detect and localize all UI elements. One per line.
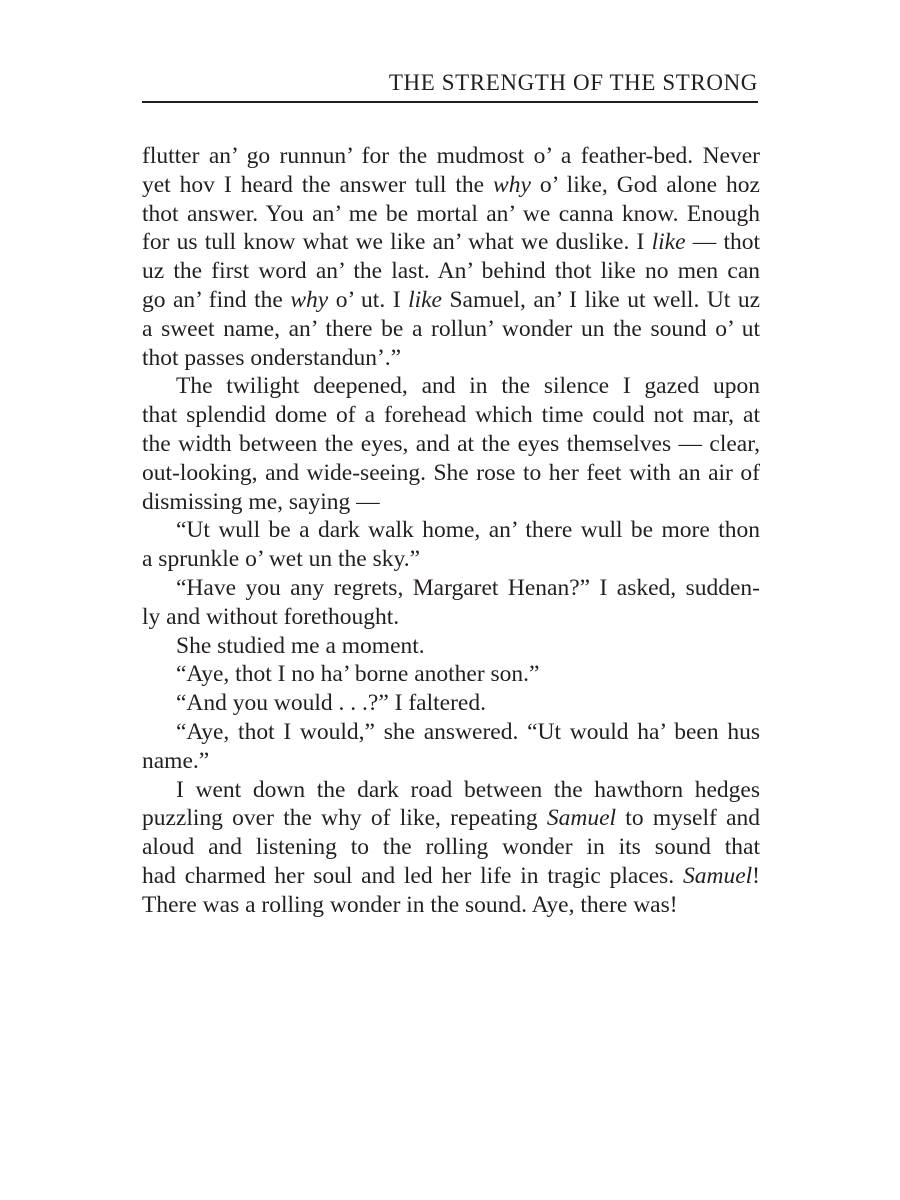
header-rule: [142, 101, 758, 103]
text-segment: name.”: [142, 747, 210, 774]
text-line: [142, 372, 760, 401]
running-header: THE STRENGTH OF THE STRONG: [388, 70, 758, 95]
text-line: [142, 171, 760, 200]
text-line: [142, 747, 760, 776]
text-line: [142, 776, 760, 805]
text-line: [142, 891, 760, 920]
text-line: [142, 603, 760, 632]
text-line: [142, 257, 760, 286]
italic-text: Samuel: [682, 862, 753, 889]
italic-text: Samuel: [546, 805, 617, 832]
text-segment: a sprunkle o’ wet un the sky.”: [142, 546, 421, 573]
text-segment: go an’ find the: [142, 286, 291, 313]
text-segment: aloud and listening to the rolling wonder in its sound that: [142, 834, 760, 861]
text-line: [142, 344, 760, 373]
text-segment: There was a rolling wonder in the sound. Aye, there was!: [142, 891, 678, 918]
text-segment: that splendid dome of a forehead which time could not mar, at: [142, 402, 760, 429]
text-segment: to myself and: [616, 805, 760, 832]
text-line: [142, 804, 760, 833]
text-segment: !: [752, 862, 760, 889]
text-line: [142, 228, 760, 257]
body-text: [142, 142, 760, 920]
text-line: [142, 315, 760, 344]
text-segment: She studied me a moment.: [176, 632, 425, 659]
text-segment: flutter an’ go runnun’ for the mudmost o’ a feather-bed. Never: [142, 143, 760, 169]
text-segment: Samuel, an’ I like ut well. Ut uz: [441, 286, 761, 313]
text-segment: out-looking, and wide-seeing. She rose to her feet with an air of: [142, 459, 760, 486]
text-line: [142, 545, 760, 574]
text-line: [142, 430, 760, 459]
text-segment: “And you would . . .?” I faltered.: [176, 690, 486, 717]
text-segment: o’ like, God alone hoz: [530, 171, 760, 198]
text-segment: “Aye, thot I would,” she answered. “Ut would ha’ been hus: [176, 718, 760, 745]
text-line: [142, 286, 760, 315]
text-line: [142, 574, 760, 603]
text-segment: “Aye, thot I no ha’ borne another son.”: [176, 661, 540, 688]
text-segment: — thot: [685, 229, 761, 256]
text-segment: a sweet name, an’ there be a rollun’ wonder un the sound o’ ut: [142, 315, 760, 342]
text-line: [142, 632, 760, 661]
text-line: [142, 833, 760, 862]
text-segment: for us tull know what we like an’ what we duslike. I: [142, 229, 652, 256]
text-line: [142, 516, 760, 545]
text-line: [142, 718, 760, 747]
text-line: [142, 689, 760, 718]
text-segment: “Have you any regrets, Margaret Henan?” I asked, sudden-: [176, 574, 760, 601]
text-line: [142, 200, 760, 229]
text-segment: thot passes onderstandun’.”: [142, 344, 402, 371]
text-segment: yet hov I heard the answer tull the: [142, 171, 494, 198]
text-segment: had charmed her soul and led her life in tragic places.: [142, 862, 683, 889]
text-line: [142, 862, 760, 891]
text-segment: the width between the eyes, and at the eyes themselves — clear,: [142, 430, 760, 457]
text-line: [142, 142, 760, 171]
text-segment: uz the first word an’ the last. An’ behind thot like no men can: [142, 258, 760, 285]
text-line: [142, 401, 760, 430]
italic-text: like: [651, 229, 686, 256]
text-segment: “Ut wull be a dark walk home, an’ there wull be more thon: [176, 517, 760, 544]
text-segment: The twilight deepened, and in the silence I gazed upon: [176, 373, 760, 400]
italic-text: why: [290, 286, 329, 313]
text-line: [142, 660, 760, 689]
text-segment: thot answer. You an’ me be mortal an’ we canna know. Enough: [142, 200, 760, 227]
italic-text: like: [408, 286, 442, 313]
text-segment: ly and without forethought.: [142, 603, 400, 630]
text-line: [142, 459, 760, 488]
text-segment: o’ ut. I: [328, 286, 409, 313]
text-segment: I went down the dark road between the hawthorn hedges: [176, 776, 760, 803]
italic-text: why: [493, 171, 531, 198]
text-segment: dismissing me, saying —: [142, 488, 380, 515]
text-line: [142, 488, 760, 517]
text-segment: puzzling over the why of like, repeating: [142, 805, 547, 832]
